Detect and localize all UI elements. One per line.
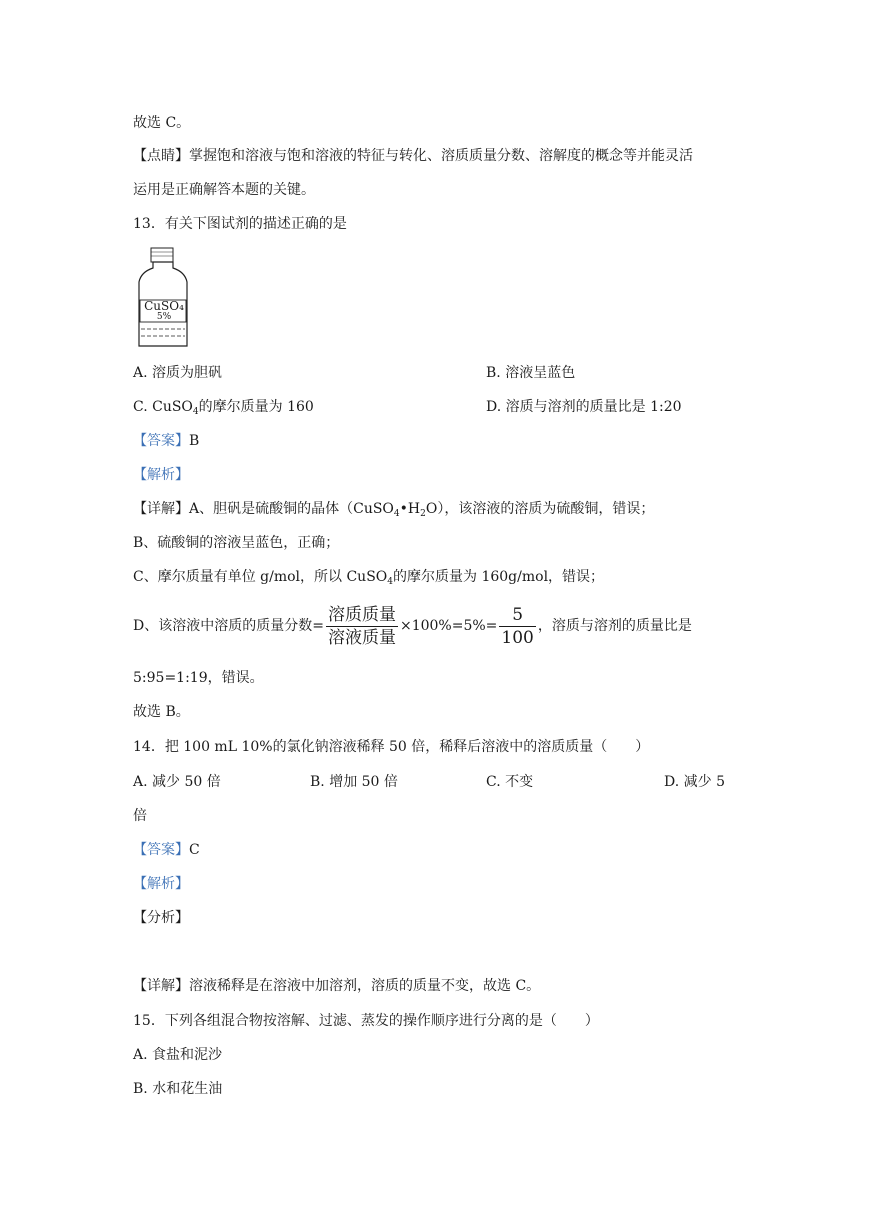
reagent-bottle-figure: [135, 246, 195, 350]
option-A: A. 溶质为胆矾: [133, 365, 223, 381]
text-span: O），该溶液的溶质为硫酸铜，错误；: [425, 501, 655, 517]
denominator: 溶液质量: [327, 627, 396, 648]
answer-line: [133, 840, 200, 860]
denominator: 100: [501, 627, 534, 648]
dianjing-tag: 【点睛】: [133, 148, 189, 164]
option-B: B. 增加 50 倍: [310, 774, 398, 790]
answer-value: C: [189, 842, 200, 858]
text-span: ，溶质与溶剂的质量比是: [537, 618, 692, 634]
option-C: C. 不变: [486, 774, 534, 790]
text-span: 掌握饱和溶液与饱和溶液的特征与转化、溶质质量分数、溶解度的概念等并能灵活: [189, 148, 693, 164]
subscript: 4: [192, 407, 199, 417]
analysis-tag: 【解析】: [133, 876, 189, 892]
answer-tag: 【答案】: [133, 842, 189, 858]
bottle-label-percent: 5%: [156, 312, 172, 322]
text-line: 故选 B。: [133, 704, 190, 720]
detail-line: B、硫酸铜的溶液呈蓝色，正确；: [133, 535, 340, 551]
bottle-label-formula: CuSO₄: [144, 299, 184, 313]
text-line: [133, 146, 693, 166]
answer-line: [133, 431, 199, 451]
detail-line: [133, 499, 654, 524]
detail-line: [133, 567, 604, 592]
detail-line: [133, 976, 540, 996]
formula-line: [133, 603, 692, 649]
text-span: 的摩尔质量为 160: [198, 399, 314, 415]
subscript: 2: [420, 509, 426, 519]
text-span: 的摩尔质量为 160g/mol，错误；: [393, 569, 605, 585]
option-B: B. 溶液呈蓝色: [486, 365, 576, 381]
text-span: A、胆矾是硫酸铜的晶体（CuSO: [189, 501, 394, 517]
text-span: C、摩尔质量有单位 g/mol，所以 CuSO: [133, 569, 388, 585]
detail-line: 5:95=1:19，错误。: [133, 670, 264, 686]
fraction: [326, 604, 398, 649]
answer-value: B: [189, 433, 200, 449]
text-span: 溶液稀释是在溶液中加溶剂，溶质的质量不变，故选 C。: [189, 978, 541, 994]
detail-tag: 【详解】: [133, 501, 189, 517]
numerator: 5: [499, 604, 535, 627]
answer-tag: 【答案】: [133, 433, 189, 449]
option-D: D. 减少 5: [664, 774, 725, 790]
text-span: C. CuSO: [133, 399, 193, 415]
text-span: •H: [399, 501, 421, 517]
fenxi-tag: 【分析】: [133, 910, 189, 926]
option-B: B. 水和花生油: [133, 1081, 223, 1097]
question-14: 14．把 100 mL 10%的氯化钠溶液稀释 50 倍，稀释后溶液中的溶质质量（ ）: [133, 739, 650, 755]
text-span: D、该溶液中溶质的质量分数=: [133, 618, 324, 634]
text-line: 故选 C。: [133, 115, 191, 131]
option-C: [133, 397, 314, 422]
subscript: 4: [393, 509, 400, 519]
question-13: 13．有关下图试剂的描述正确的是: [133, 216, 347, 232]
detail-tag: 【详解】: [133, 978, 189, 994]
bottle-drawing: [135, 246, 195, 350]
option-D-wrap: 倍: [133, 808, 147, 824]
option-A: A. 减少 50 倍: [133, 774, 221, 790]
text-span: ×100%=5%=: [399, 618, 498, 634]
question-15: 15．下列各组混合物按溶解、过滤、蒸发的操作顺序进行分离的是（ ）: [133, 1013, 599, 1029]
fraction: [499, 604, 535, 649]
numerator: 溶质质量: [327, 604, 396, 625]
option-A: A. 食盐和泥沙: [133, 1047, 223, 1063]
analysis-tag: 【解析】: [133, 467, 189, 483]
subscript: 4: [387, 577, 394, 587]
option-D: D. 溶质与溶剂的质量比是 1:20: [486, 399, 682, 415]
text-line: 运用是正确解答本题的关键。: [133, 182, 315, 198]
